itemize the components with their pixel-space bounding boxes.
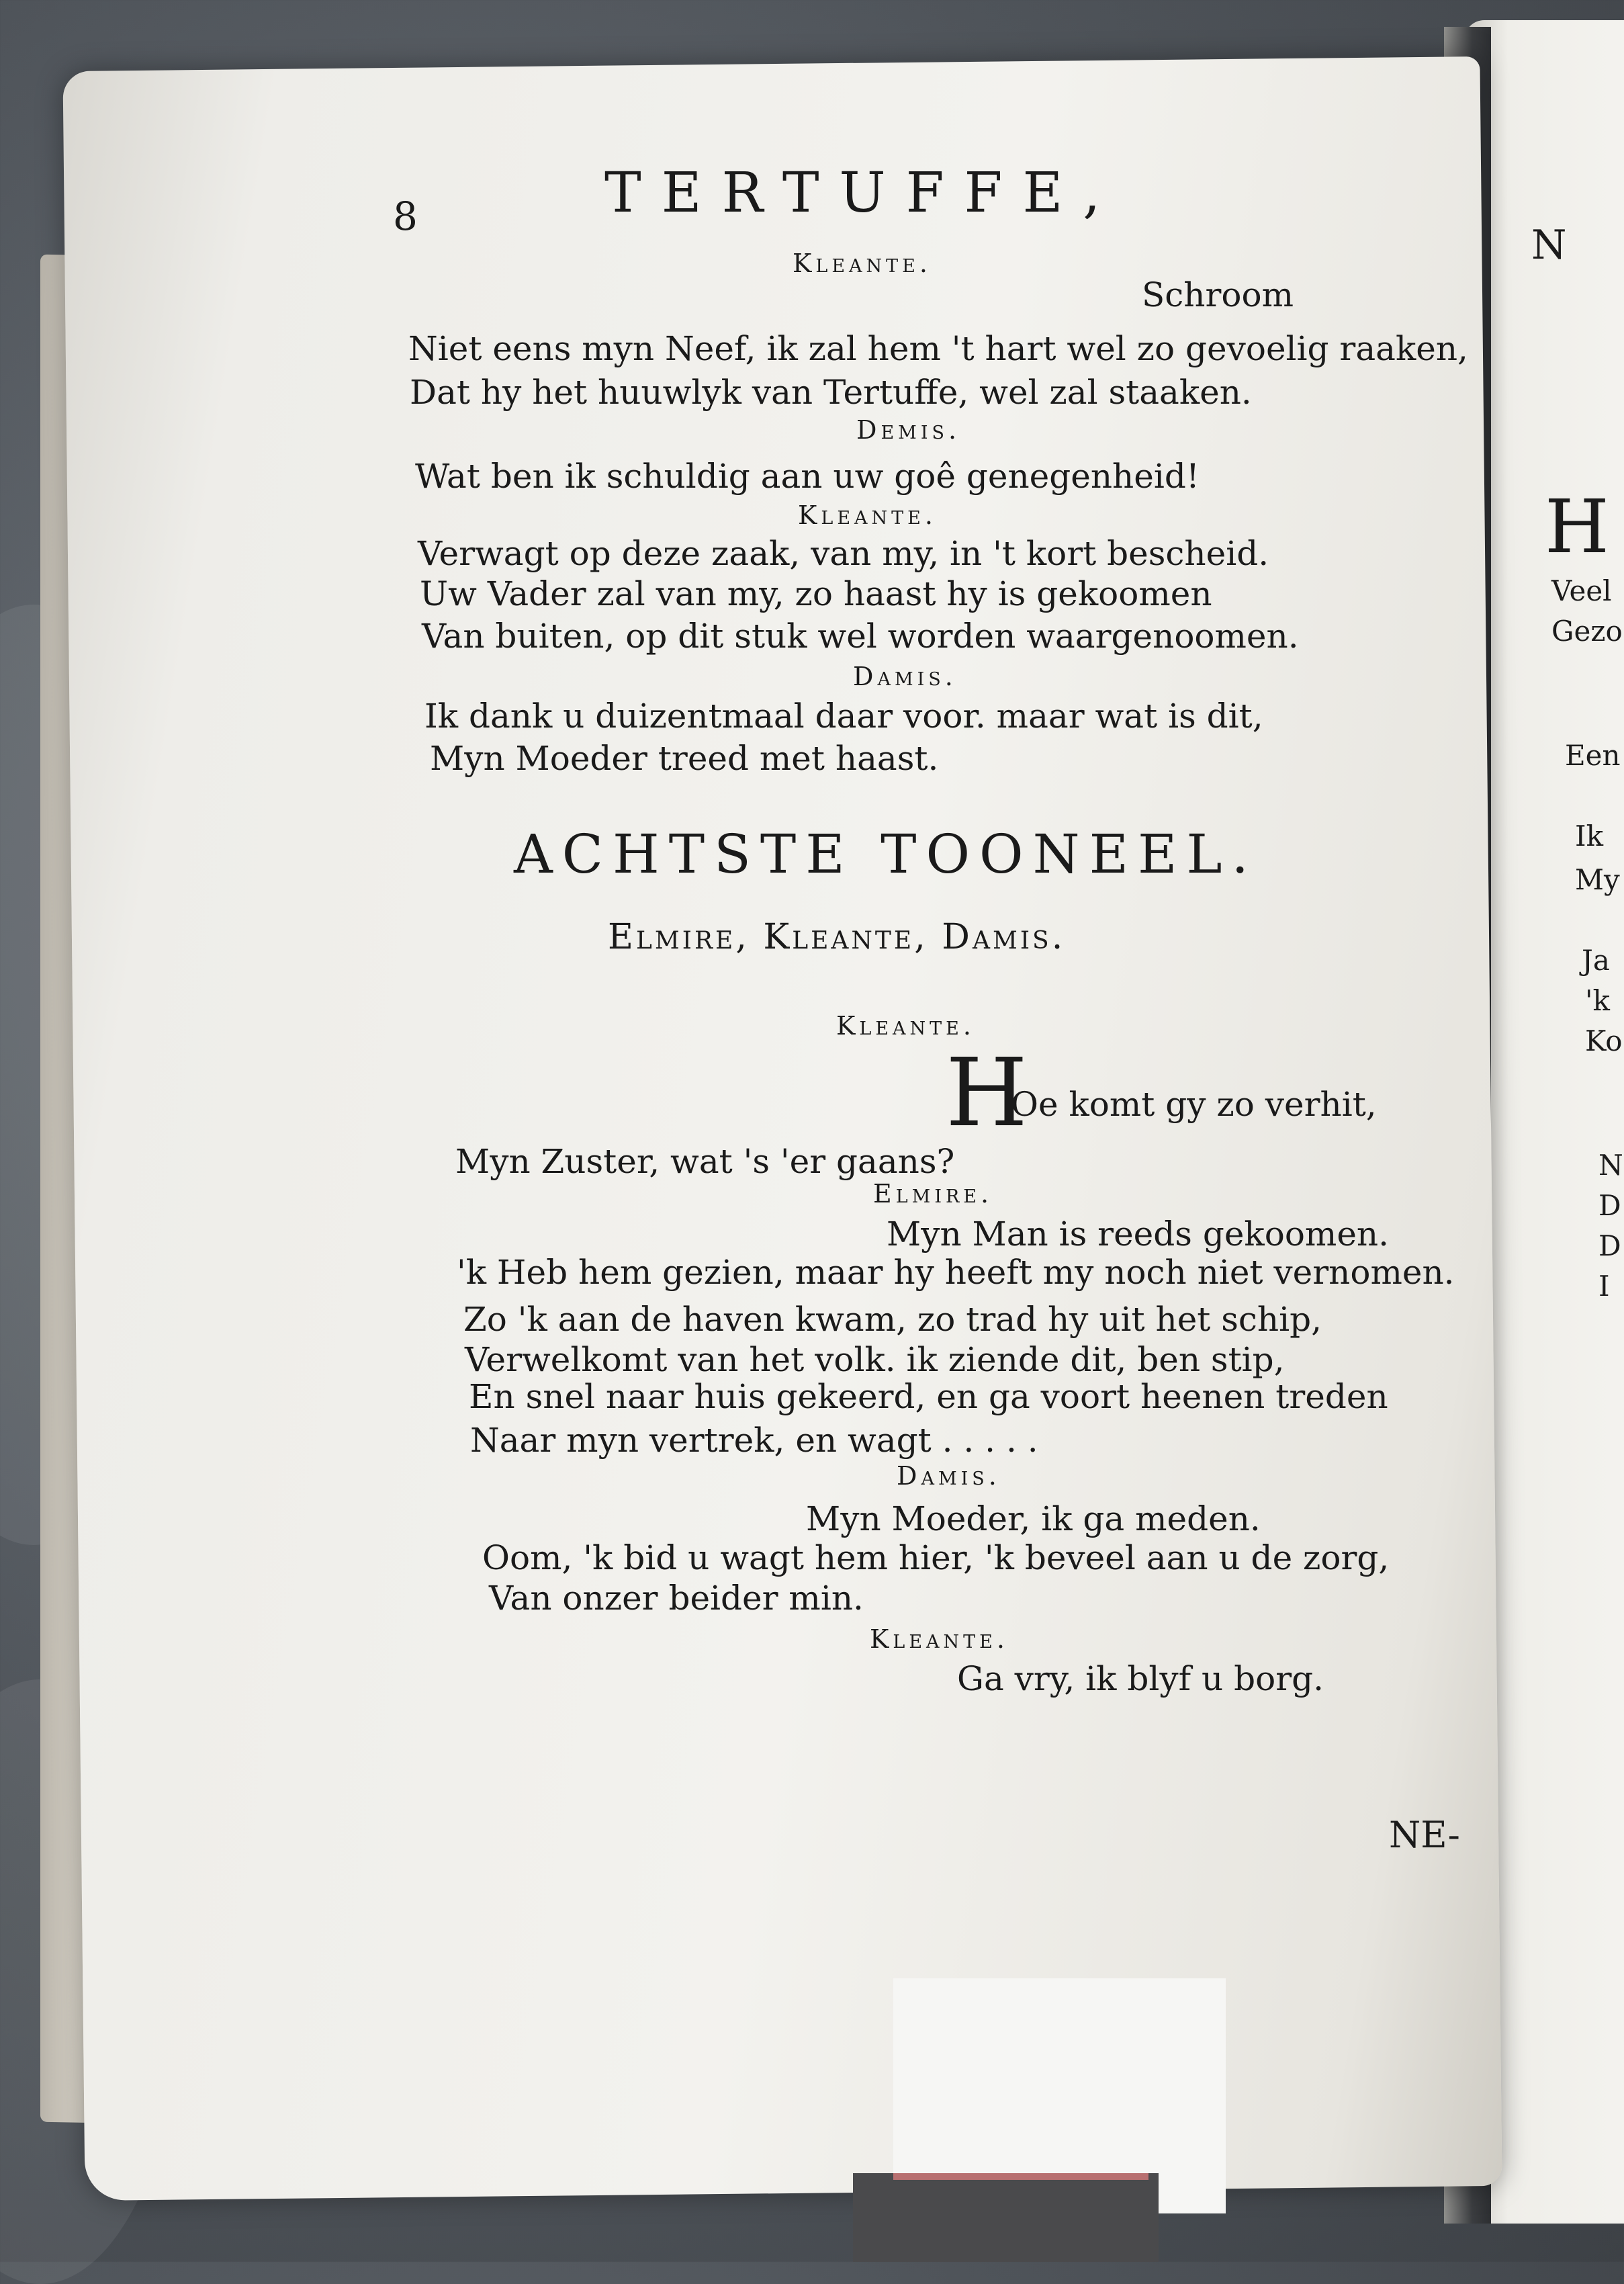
- verse-line: Uw Vader zal van my, zo haast hy is gekoomen: [420, 574, 1212, 613]
- speaker-label: Demis.: [856, 415, 961, 445]
- facing-page-text: Ja: [1582, 944, 1610, 977]
- facing-page-text: Ko: [1585, 1024, 1623, 1057]
- verse-line: Van onzer beider min.: [489, 1579, 864, 1618]
- speaker-label: Kleante.: [836, 1011, 975, 1041]
- verse-line: Myn Man is reeds gekoomen.: [887, 1215, 1390, 1254]
- verse-line: En snel naar huis gekeerd, en ga voort heenen treden: [469, 1377, 1388, 1416]
- redacted-patch: [853, 2173, 1159, 2262]
- verse-line: Oe komt gy zo verhit,: [1011, 1085, 1377, 1124]
- speaker-label: Kleante.: [798, 500, 937, 530]
- verse-line: Oom, 'k bid u wagt hem hier, 'k beveel aan u de zorg,: [482, 1538, 1390, 1577]
- verse-line: Naar myn vertrek, en wagt . . . . .: [470, 1421, 1038, 1460]
- verse-line: 'k Heb hem gezien, maar hy heeft my noch niet vernomen.: [457, 1253, 1455, 1292]
- speaker-label: Damis.: [853, 662, 957, 691]
- facing-page-text: 'k: [1585, 984, 1610, 1017]
- facing-page-text: H: [1545, 484, 1609, 570]
- verse-line: Schroom: [1142, 275, 1294, 314]
- facing-page-text: I: [1598, 1270, 1610, 1303]
- verse-line: Myn Moeder treed met haast.: [430, 739, 939, 778]
- verse-line: Myn Moeder, ik ga meden.: [806, 1499, 1261, 1538]
- verse-line: Van buiten, op dit stuk wel worden waargenoomen.: [422, 617, 1299, 656]
- facing-page-text: Gezo: [1551, 615, 1623, 648]
- facing-page-text: D: [1598, 1229, 1621, 1262]
- facing-page-text: My: [1575, 863, 1620, 896]
- facing-page-text: D: [1598, 1189, 1621, 1222]
- verse-line: Ga vry, ik blyf u borg.: [957, 1659, 1324, 1698]
- verse-line: Zo 'k aan de haven kwam, zo trad hy uit het schip,: [463, 1300, 1322, 1339]
- verse-line: Dat hy het huuwlyk van Tertuffe, wel zal staaken.: [410, 373, 1252, 412]
- speaker-label: Kleante.: [870, 1624, 1009, 1654]
- facing-page-text: N: [1598, 1149, 1623, 1182]
- verse-line: Verwagt op deze zaak, van my, in 't kort bescheid.: [418, 534, 1269, 573]
- scene-title: ACHTSTE TOONEEL.: [514, 823, 1258, 885]
- facing-page-text: Een: [1565, 739, 1621, 772]
- drop-cap: H: [946, 1039, 1028, 1148]
- verse-line: Verwelkomt van het volk. ik ziende dit, ben stip,: [465, 1340, 1285, 1379]
- verse-line: Wat ben ik schuldig aan uw goê genegenheid!: [415, 457, 1200, 496]
- facing-page-text: Veel: [1551, 574, 1612, 607]
- cast-list: Elmire, Kleante, Damis.: [608, 917, 1066, 957]
- verse-line: Niet eens myn Neef, ik zal hem 't hart wel zo gevoelig raaken,: [408, 329, 1468, 368]
- page-number: 8: [393, 193, 418, 239]
- verse-line: Myn Zuster, wat 's 'er gaans?: [455, 1142, 955, 1181]
- speaker-label: Kleante.: [793, 249, 932, 278]
- catchword: NE-: [1389, 1814, 1460, 1856]
- speaker-label: Elmire.: [873, 1179, 993, 1209]
- facing-page-text: Ik: [1575, 820, 1604, 852]
- facing-page-text: N: [1531, 222, 1567, 269]
- running-head: TERTUFFE,: [604, 161, 1121, 225]
- speaker-label: Damis.: [897, 1461, 1001, 1491]
- verse-line: Ik dank u duizentmaal daar voor. maar wat is dit,: [424, 697, 1263, 736]
